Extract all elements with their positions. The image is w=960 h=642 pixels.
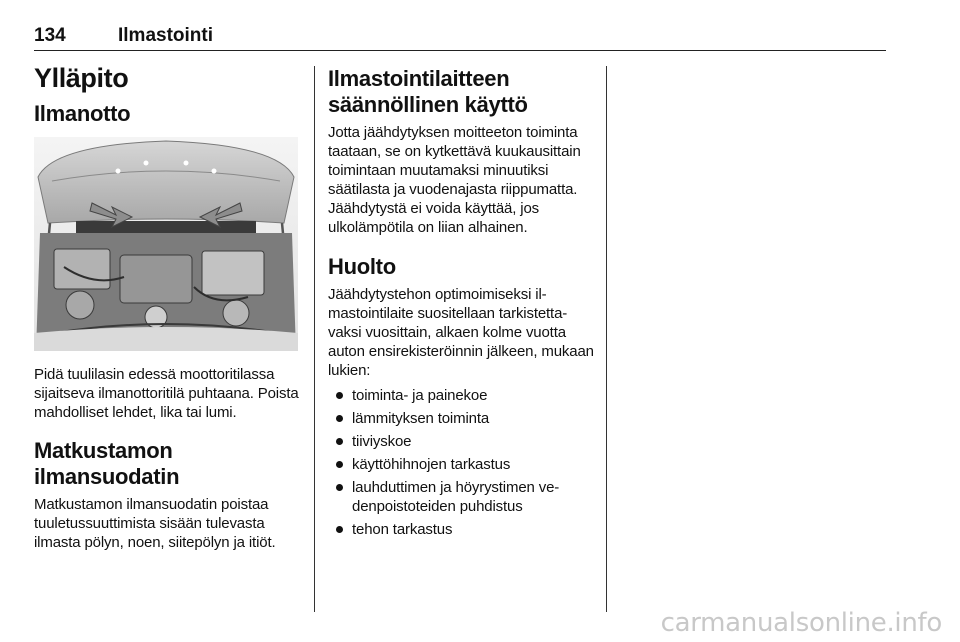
section-title: Ylläpito: [34, 63, 129, 93]
checklist-item: tiiviyskoe: [328, 432, 594, 451]
page-number: 134: [34, 25, 66, 46]
subsection-regular-use-title: Ilmastointilaitteen säännöllinen käyttö: [328, 66, 528, 117]
subsection-cabin-filter-title: Matkustamon ilmansuodatin: [34, 438, 180, 489]
checklist-item: toiminta- ja painekoe: [328, 386, 594, 405]
column-middle: [328, 66, 594, 543]
cabin-filter-text: Matkustamon ilmansuodatin poistaa tuuletussuuttimista sisään tulevasta ilmasta pölyn, noen, siitepölyn ja itiöt.: [34, 496, 276, 551]
subsection-service-title: Huolto: [328, 254, 396, 279]
column-left: [34, 62, 306, 552]
service-checklist: [328, 386, 594, 539]
column-divider-1: [314, 66, 315, 612]
checklist-item: käyttöhihnojen tarkastus: [328, 455, 594, 474]
service-text: Jäähdytystehon optimoimiseksi ilmastointilaite suositellaan tarkistettavaksi vuosittain, alkaen kolme vuotta auton ensirekisteröinnin jälkeen, mukaan lukien:: [328, 286, 594, 379]
regular-use-text: Jotta jäähdytyksen moitteeton toiminta taataan, se on kytkettävä kuukausittain toimintaan muutamaksi minuutiksi säätilasta ja vuodenajasta riippumatta. Jäähdytystä ei voida käyttää, jos ulkolämpötila on liian alhainen.: [328, 124, 581, 236]
bullet-icon: [336, 392, 343, 399]
air-intake-text: Pidä tuulilasin edessä moottoritilassa sijaitseva ilmanottoritilä puhtaana. Poista mahdolliset lehdet, lika tai lumi.: [34, 366, 299, 421]
checklist-item: tehon tarkastus: [328, 520, 594, 539]
checklist-item: lämmityksen toiminta: [328, 409, 594, 428]
page-header: [34, 22, 886, 51]
engine-bay-photo-icon: [34, 137, 298, 351]
chapter-title: Ilmastointi: [118, 25, 214, 46]
bullet-icon: [336, 526, 343, 533]
column-divider-2: [606, 66, 607, 612]
bullet-icon: [336, 415, 343, 422]
checklist-item: lauhduttimen ja höyrystimen vedenpoistoteiden puhdistus: [328, 478, 594, 516]
bullet-icon: [336, 484, 343, 491]
subsection-air-intake-title: Ilmanotto: [34, 101, 131, 126]
watermark-text: carmanualsonline.info: [660, 608, 942, 638]
bullet-icon: [336, 438, 343, 445]
bullet-icon: [336, 461, 343, 468]
